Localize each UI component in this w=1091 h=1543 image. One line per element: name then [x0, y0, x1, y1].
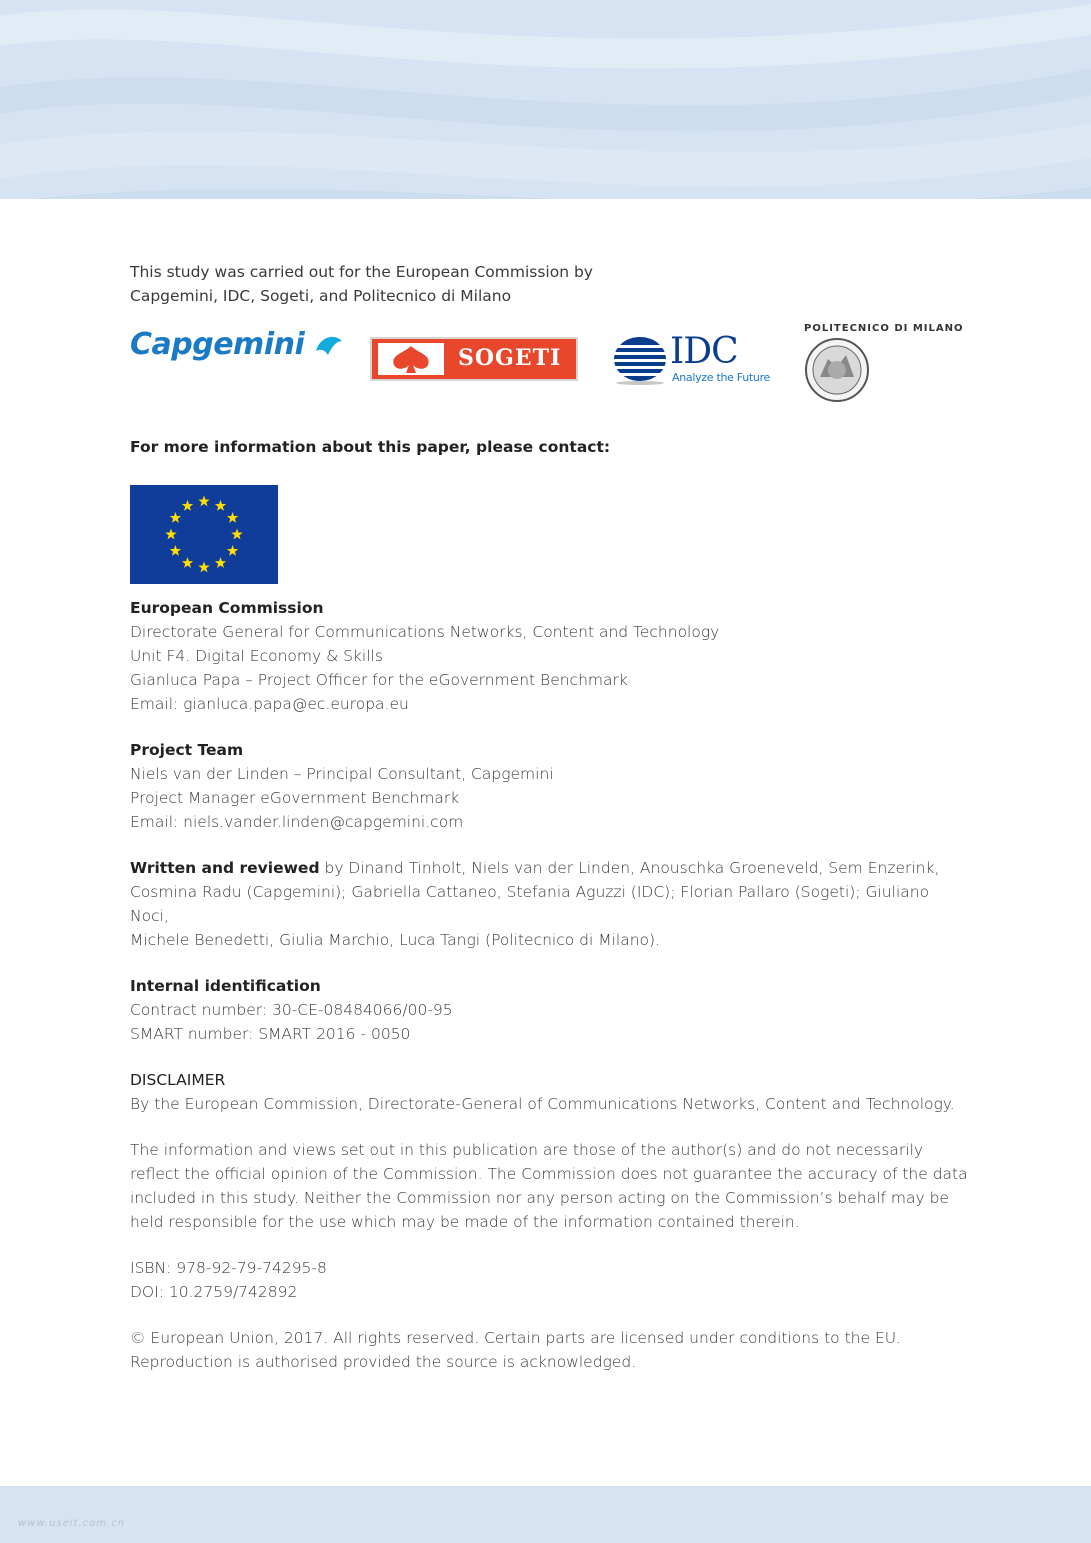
- idc-logo: [612, 331, 772, 387]
- doi: DOI: 10.2759/742892: [130, 1283, 298, 1301]
- identifiers-section: [130, 1256, 970, 1304]
- bottom-decorative-band: [0, 1486, 1091, 1543]
- commission-email[interactable]: Email: gianluca.papa@ec.europa.eu: [130, 695, 409, 713]
- capgemini-wordmark: Capgemini: [130, 327, 305, 362]
- copyright-section: [130, 1326, 970, 1374]
- isbn: ISBN: 978-92-79-74295-8: [130, 1259, 327, 1277]
- commission-section: [130, 596, 970, 716]
- disclaimer-para-3: included in this study. Neither the Commission nor any person acting on the Commission’s behalf may be: [130, 1189, 949, 1207]
- project-team-line-2: Project Manager eGovernment Benchmark: [130, 789, 460, 807]
- wave-pattern: [0, 0, 1091, 199]
- partner-logos: [130, 323, 970, 423]
- copyright-line-2: Reproduction is authorised provided the source is acknowledged.: [130, 1353, 637, 1371]
- copyright-line-1: © European Union, 2017. All rights reserved. Certain parts are licensed under conditions to the EU.: [130, 1329, 902, 1347]
- sogeti-wordmark: SOGETI: [458, 345, 562, 371]
- commission-line-3: Gianluca Papa – Project Officer for the eGovernment Benchmark: [130, 671, 628, 689]
- authors-line-2: Cosmina Radu (Capgemini); Gabriella Cattaneo, Stefania Aguzzi (IDC); Florian Pallaro (Sogeti); Giuliano Noci,: [130, 883, 930, 925]
- authors-label: Written and reviewed: [130, 859, 320, 877]
- disclaimer-title: DISCLAIMER: [130, 1071, 226, 1089]
- top-decorative-band: [0, 0, 1091, 199]
- project-team-email[interactable]: Email: niels.vander.linden@capgemini.com: [130, 813, 464, 831]
- capgemini-logo: [130, 327, 344, 362]
- commission-title: European Commission: [130, 599, 324, 617]
- disclaimer-line-1: By the European Commission, Directorate-General of Communications Networks, Content and Technology.: [130, 1095, 955, 1113]
- project-team-title: Project Team: [130, 741, 244, 759]
- contact-heading: For more information about this paper, please contact:: [130, 438, 611, 456]
- authors-line-1: [130, 856, 970, 880]
- idc-tagline: Analyze the Future: [672, 371, 771, 384]
- authors-section: [130, 856, 970, 952]
- commission-line-2: Unit F4. Digital Economy & Skills: [130, 647, 383, 665]
- internal-id-title: Internal identification: [130, 977, 321, 995]
- disclaimer-para-4: held responsible for the use which may be made of the information contained therein.: [130, 1213, 800, 1231]
- idc-globe-icon: [612, 335, 668, 385]
- idc-wordmark: IDC: [670, 331, 738, 372]
- disclaimer-para-1: The information and views set out in this publication are those of the author(s) and do not necessarily: [130, 1141, 924, 1159]
- polimi-logo: [802, 323, 972, 413]
- disclaimer-paragraph: [130, 1138, 970, 1234]
- sogeti-logo: [370, 337, 578, 381]
- authors-line-3: Michele Benedetti, Giulia Marchio, Luca Tangi (Politecnico di Milano).: [130, 931, 661, 949]
- eu-flag: [130, 485, 278, 584]
- sogeti-spade-icon: [378, 343, 444, 375]
- disclaimer-section: [130, 1068, 970, 1116]
- contract-number: Contract number: 30-CE-08484066/00-95: [130, 1001, 453, 1019]
- intro-line-2: Capgemini, IDC, Sogeti, and Politecnico di Milano: [130, 286, 512, 305]
- polimi-seal-icon: [804, 337, 870, 403]
- commission-line-1: Directorate General for Communications Networks, Content and Technology: [130, 623, 720, 641]
- project-team-section: [130, 738, 970, 834]
- internal-id-section: [130, 974, 970, 1046]
- polimi-wordmark: POLITECNICO DI MILANO: [804, 323, 964, 334]
- project-team-line-1: Niels van der Linden – Principal Consultant, Capgemini: [130, 765, 554, 783]
- smart-number: SMART number: SMART 2016 - 0050: [130, 1025, 411, 1043]
- disclaimer-para-2: reflect the official opinion of the Commission. The Commission does not guarantee the accuracy of the data: [130, 1165, 968, 1183]
- eu-stars-icon: [130, 485, 278, 584]
- intro-line-1: This study was carried out for the European Commission by: [130, 262, 593, 281]
- watermark-text: www.useit.com.cn: [18, 1518, 126, 1529]
- authors-text-1: by Dinand Tinholt, Niels van der Linden, Anouschka Groeneveld, Sem Enzerink,: [319, 859, 940, 877]
- capgemini-spade-icon: [314, 333, 344, 359]
- document-body: [130, 244, 970, 1374]
- intro-text: [130, 260, 970, 308]
